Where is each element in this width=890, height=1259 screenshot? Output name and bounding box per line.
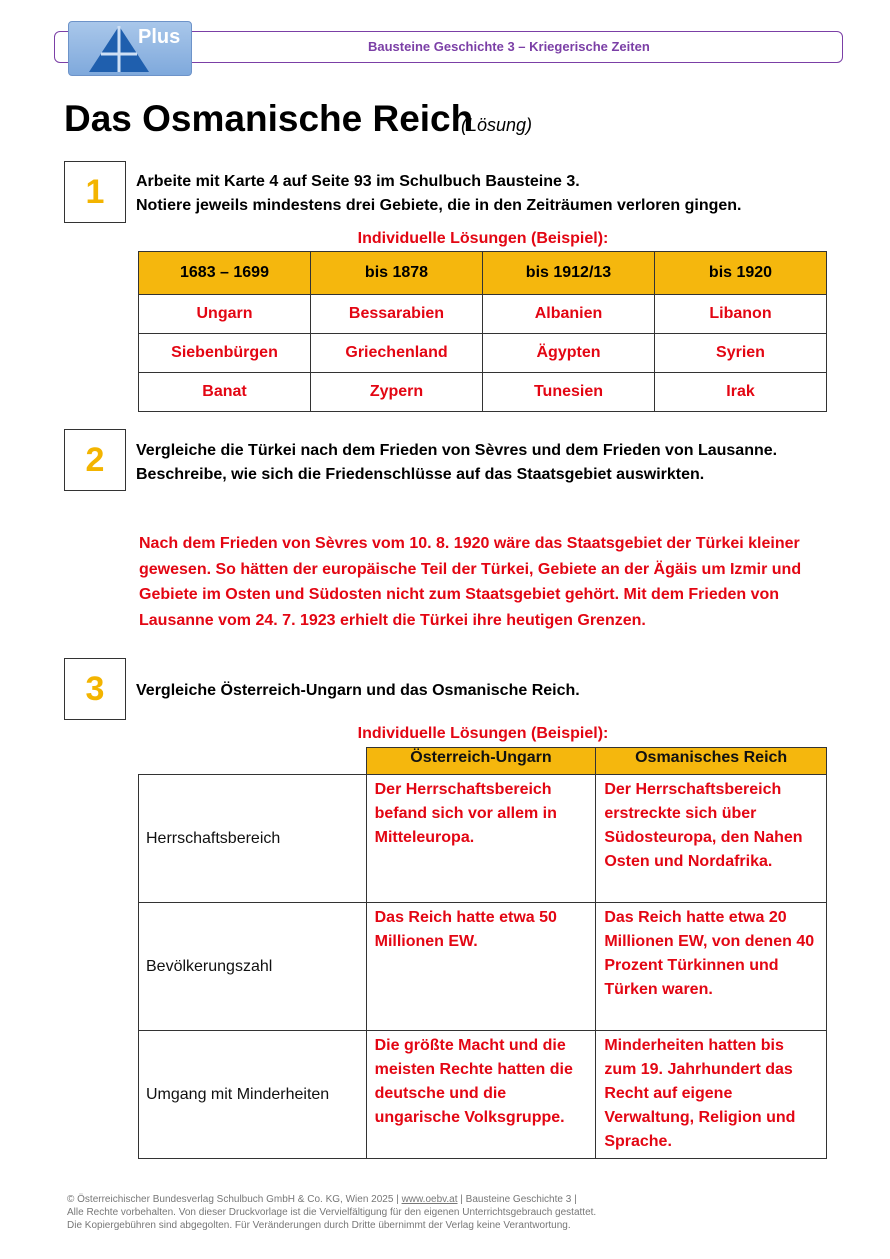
task2-answer: Nach dem Frieden von Sèvres vom 10. 8. 1920 wäre das Staatsgebiet der Türkei kleiner gewesen. So hätten der europäische Teil der Türkei, Gebiete an der Ägäis um Izmir und Gebiete im Osten und Südosten nicht zum Staatsgebiet gehört. Mit dem Frieden von Lausanne vom 24. 7. 1923 erhielt die Türkei ihre heutigen Grenzen. (139, 535, 802, 629)
task1-instructions (136, 170, 742, 218)
task1-line2: Notiere jeweils mindestens drei Gebiete, die in den Zeiträumen verloren gingen. (136, 197, 742, 214)
task1-line1: Arbeite mit Karte 4 auf Seite 93 im Schulbuch Bausteine 3. (136, 173, 580, 190)
task1-solution-label: Individuelle Lösungen (Beispiel): (357, 230, 609, 247)
empty-corner-cell (139, 748, 367, 775)
table-cell: Ungarn (139, 295, 311, 334)
footer-line2: Alle Rechte vorbehalten. Von dieser Druckvorlage ist die Vervielfältigung für den eigenen Unterrichtsgebrauch gestattet. (67, 1207, 597, 1218)
table-cell: Bessarabien (311, 295, 483, 334)
task3-solution-label: Individuelle Lösungen (Beispiel): (357, 725, 609, 742)
answer-cell: Der Herrschaftsbereich erstreckte sich über Südosteuropa, den Nahen Osten und Nordafrika. (596, 775, 827, 903)
table-header-cell: bis 1912/13 (483, 252, 655, 295)
task2-line1: Vergleiche die Türkei nach dem Frieden von Sèvres und dem Frieden von Lausanne. (136, 442, 778, 459)
table-header-row (139, 252, 827, 295)
task-number-3: 3 (64, 658, 126, 720)
answer-cell: Der Herrschaftsbereich befand sich vor allem in Mitteleuropa. (366, 775, 596, 903)
table-row (139, 373, 827, 412)
logo-plus-label: Plus (138, 26, 181, 48)
comparison-table (138, 747, 827, 1159)
task-number-1: 1 (64, 161, 126, 223)
table-cell: Siebenbürgen (139, 334, 311, 373)
publisher-link[interactable]: www.oebv.at (401, 1194, 458, 1205)
table-row (139, 775, 827, 903)
footer-copyright: © Österreichischer Bundesverlag Schulbuch GmbH & Co. KG, Wien 2025 | (67, 1194, 402, 1205)
table-cell: Libanon (655, 295, 827, 334)
task3-line1: Vergleiche Österreich-Ungarn und das Osmanische Reich. (136, 682, 580, 699)
table-cell: Albanien (483, 295, 655, 334)
task2-line2: Beschreibe, wie sich die Friedenschlüsse auf das Staatsgebiet auswirkten. (136, 466, 705, 483)
table-cell: Zypern (311, 373, 483, 412)
column-header-ottoman-empire: Osmanisches Reich (596, 748, 827, 775)
task2-instructions (136, 439, 777, 487)
row-label: Herrschaftsbereich (139, 775, 367, 903)
table-header-cell: 1683 – 1699 (139, 252, 311, 295)
table-cell: Griechenland (311, 334, 483, 373)
table-cell: Tunesien (483, 373, 655, 412)
table-row (139, 295, 827, 334)
territory-loss-table (138, 251, 827, 412)
answer-cell: Das Reich hatte etwa 20 Millionen EW, von denen 40 Prozent Türkinnen und Türken waren. (596, 903, 827, 1031)
task-number-2: 2 (64, 429, 126, 491)
footer-line3: Die Kopiergebühren sind abgegolten. Für Veränderungen durch Dritte übernimmt der Verlag keine Verantwortung. (67, 1220, 571, 1231)
answer-cell: Die größte Macht und die meisten Rechte hatten die deutsche und die ungarische Volksgruppe. (366, 1031, 596, 1159)
table-header-cell: bis 1878 (311, 252, 483, 295)
table-cell: Banat (139, 373, 311, 412)
answer-cell: Minderheiten hatten bis zum 19. Jahrhundert das Recht auf eigene Verwaltung, Religion und Sprache. (596, 1031, 827, 1159)
footer-line1 (67, 1193, 596, 1206)
row-label: Bevölkerungszahl (139, 903, 367, 1031)
footer (67, 1193, 596, 1232)
table-header-row (139, 748, 827, 775)
table-row (139, 1031, 827, 1159)
page-title: Das Osmanische Reich (64, 98, 474, 139)
table-cell: Ägypten (483, 334, 655, 373)
table-cell: Syrien (655, 334, 827, 373)
table-header-cell: bis 1920 (655, 252, 827, 295)
row-label: Umgang mit Minderheiten (139, 1031, 367, 1159)
footer-series: | Bausteine Geschichte 3 | (457, 1194, 577, 1205)
column-header-austria-hungary: Österreich-Ungarn (366, 748, 596, 775)
series-title: Bausteine Geschichte 3 – Kriegerische Zeiten (368, 39, 650, 54)
table-row (139, 903, 827, 1031)
table-cell: Irak (655, 373, 827, 412)
page-subtitle: (Lösung) (461, 115, 533, 135)
answer-cell: Das Reich hatte etwa 50 Millionen EW. (366, 903, 596, 1031)
table-row (139, 334, 827, 373)
